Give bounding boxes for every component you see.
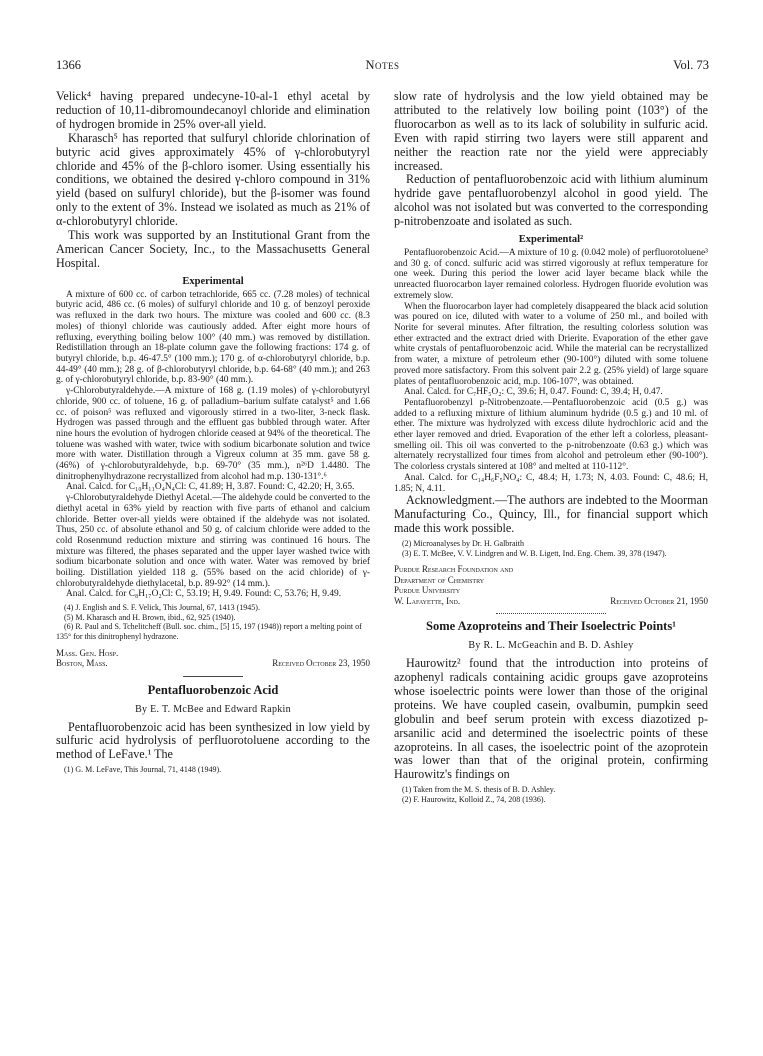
section-heading: Experimental²: [518, 234, 584, 246]
experimental-paragraph: Pentafluorobenzyl p-Nitrobenzoate.—Pentafluorobenzoic acid (0.5 g.) was added to a refluxing mixture of lithium aluminum hydride (0.5 g.) and 10 ml. of ether. The mixture was hydrolyzed with excess dilute hydrochloric acid and the ether layer removed and dried. Evaporation of the ether left a colorless, pleasant-smelling oil. This oil was converted to the p-nitrobenzoate (0.63 g.) which was alternately recrystallized four times from alcohol and petroleum ether (90-100°). The colorless crystals sintered at 108° and melted at 110-112°.: [394, 397, 708, 473]
affiliation-city: W. Lafayette, Ind.: [394, 595, 461, 606]
divider: [496, 613, 606, 614]
author-byline: By E. T. McBee and Edward Rapkin: [135, 703, 291, 715]
footnote: (6) R. Paul and S. Tchelitcheff (Bull. soc. chim., [5] 15, 197 (1948)) report a melting point of 135° for this dinitrophenyl hydrazone.: [56, 622, 362, 641]
footnote: (2) F. Haurowitz, Kolloid Z., 74, 208 (1936).: [402, 794, 546, 804]
analysis-line: Anal. Calcd. for C₈H₁₇O₂Cl: C, 53.19; H, 9.49. Found: C, 53.76; H, 9.49.: [66, 589, 342, 600]
acknowledgment: Acknowledgment.—The authors are indebted to the Moorman Manufacturing Co., Quincy, Ill., for financial support which made this work possible.: [394, 493, 708, 536]
paragraph: Pentafluorobenzoic acid has been synthesized in low yield by sulfuric acid hydrolysis of perfluorotoluene according to the method of LeFave.¹ The: [56, 719, 370, 762]
paragraph: slow rate of hydrolysis and the low yield obtained may be attributed to the relatively low boiling point (103°) of the fluorocarbon as well as to its lack of solubility in sulfuric acid. Even with rapid stirring two layers were still apparent and neither the reaction rate nor the yield were appreciably increased.: [394, 90, 708, 173]
running-header: [56, 58, 709, 74]
paragraph: Kharasch⁵ has reported that sulfuryl chloride chlorination of butyric acid gives approximately 45% of γ-chlorobutyryl chloride and 45% of the β-chloro isomer. Using essentially his conditions, we obtained the desired γ-chloro compound in 31% yield (based on sulfuryl chloride), but the β-isomer was found only to the extent of 3%. Instead we isolated as much as 21% of α-chlorobutyryl chloride.: [56, 130, 370, 229]
experimental-paragraph: γ-Chlorobutyraldehyde.—A mixture of 168 g. (1.19 moles) of γ-chlorobutyryl chloride, 900 cc. of toluene, 16 g. of palladium–barium sulfate catalyst⁵ and 1.66 cc. of poison⁵ was refluxed and vigorously stirred in a two-liter, 3-neck flask. Hydrogen was passed through and the effluent gas bubbled through water. After nine hours the evolution of hydrogen chloride ceased at 94% of the theoretical. The toluene was washed with water, twice with sodium bicarbonate solution and twice more with water. Distillation through a Vigreux column at 35 mm. gave 58 g. (46%) of γ-chlorobutyraldehyde, b.p. 69-70° (35 mm.), n²⁶D 1.4480. The dinitrophenylhydrazone recrystallized from alcohol had m.p. 130-131°.⁶: [56, 386, 370, 482]
volume-label: Vol. 73: [673, 58, 709, 72]
analysis-line: Anal. Calcd. for C₁₄H₆F₅NO₄: C, 48.4; H, 1.73; N, 4.03. Found: C, 48.6; H, 1.85; N, 4.11.: [394, 472, 708, 494]
paragraph: This work was supported by an Institutional Grant from the American Cancer Society, Inc., to the Massachusetts General Hospital.: [56, 228, 370, 270]
affiliation: Department of Chemistry: [394, 574, 485, 585]
footnote: (4) J. English and S. F. Velick, This Journal, 67, 1413 (1945).: [64, 603, 260, 613]
footnote: (3) E. T. McBee, V. V. Lindgren and W. B. Ligett, Ind. Eng. Chem. 39, 378 (1947).: [402, 548, 667, 558]
address-row: [394, 596, 708, 607]
paragraph: Velick⁴ having prepared undecyne-10-al-1 ethyl acetal by reduction of 10,11-dibromoundecanoyl chloride and elimination of hydrogen bromide in 25% over-all yield.: [56, 90, 370, 131]
affiliation-city: Boston, Mass.: [56, 658, 108, 669]
experimental-paragraph: Pentafluorobenzoic Acid.—A mixture of 10 g. (0.042 mole) of perfluorotoluene³ and 30 g. of concd. sulfuric acid was stirred vigorously at reflux temperature for one week. During this period the lower acid layer became black while the unreacted fluorocarbon layer remained colorless. Hydrogen fluoride evolution was extremely slow.: [394, 248, 708, 301]
footnote: (2) Microanalyses by Dr. H. Galbraith: [402, 538, 524, 548]
page-number: 1366: [56, 58, 81, 72]
section-title: Notes: [365, 58, 400, 72]
received-date: Received October 23, 1950: [272, 658, 370, 669]
footnote: (5) M. Kharasch and H. Brown, ibid., 62, 925 (1940).: [64, 612, 236, 622]
footnote: (1) G. M. LeFave, This Journal, 71, 4148 (1949).: [64, 765, 222, 775]
analysis-line: Anal. Calcd. for C₇HF₅O₂: C, 39.6; H, 0.47. Found: C, 39.4; H, 0.47.: [404, 387, 663, 398]
affiliation: Purdue Research Foundation and: [394, 564, 514, 575]
experimental-paragraph: When the fluorocarbon layer had completely disappeared the black acid solution was poured on ice, diluted with water to a volume of 250 ml., and boiled with Norite for several minutes. After filtration, the resulting colorless solution was ether extracted and the extract dried with Drierite. Evaporation of the ether gave white crystals of pentafluorobenzoic acid. While the material can be recrystallized from water, a mixture of petroleum ether (90-100°) diluted with some toluene proved more satisfactory. From this solvent pair 2.2 g. (25% yield) of large square plates of pentafluorobenzoic acid, m.p. 106-107°, was obtained.: [394, 301, 708, 387]
paragraph: Reduction of pentafluorobenzoic acid with lithium aluminum hydride gave pentafluorobenzyl alcohol in good yield. The alcohol was not isolated but was converted to the corresponding p-nitrobenzoate and isolated as such.: [394, 172, 708, 229]
left-column: [56, 90, 370, 1020]
received-date: Received October 21, 1950: [610, 595, 708, 606]
paragraph: Haurowitz² found that the introduction into proteins of azophenyl radicals containing acidic groups gave azoproteins whose isoelectric points were lower than those of the original proteins. We have coupled casein, ovalbumin, pumpkin seed globulin and beef serum protein with excess diazotized p-arsanilic acid and determined the isoelectric points of these azoproteins. In all cases, the isoelectric point of the azoprotein was lower than that of the original protein, confirming Haurowitz's findings on: [394, 656, 708, 782]
section-heading: Experimental: [182, 275, 244, 287]
author-byline: By R. L. McGeachin and B. D. Ashley: [468, 640, 634, 652]
divider: [183, 676, 243, 677]
experimental-paragraph: A mixture of 600 cc. of carbon tetrachloride, 665 cc. (7.28 moles) of technical butyric acid, 486 cc. (6 moles) of sulfuryl chloride and 10 g. of benzoyl peroxide was refluxed in the dark two hours. The mixture was cooled and 600 cc. (8.3 moles) of thionyl chloride was cautiously added. After eight more hours of refluxing, everything boiling below 100° (40 mm.) was removed by distillation. Redistillation through an 18-plate column gave the following fractions: 174 g. of butyryl chloride, b.p. 46-47.5° (100 mm.); 170 g. of α-chlorobutyryl chloride, b.p. 44-49° (40 mm.); 28 g. of β-chlorobutyryl chloride, b.p. 64-68° (40 mm.); and 263 g. of γ-chlorobutyryl chloride, b.p. 83-90° (40 mm.).: [56, 289, 370, 386]
article-title: Some Azoproteins and Their Isoelectric Points¹: [426, 619, 676, 634]
experimental-paragraph: γ-Chlorobutyraldehyde Diethyl Acetal.—The aldehyde could be converted to the diethyl acetal in 63% yield by reaction with five parts of ethanol and calcium chloride. Better over-all yields were obtained if the aldehyde was not isolated. Thus, 250 cc. of absolute ethanol and 50 g. of calcium chloride were added to the cold Rosenmund reduction mixture and stirring was continued 16 hours. The mixture was filtered, the phases separated and the upper layer washed twice with sodium bicarbonate solution and once with water. Water was removed by brief boiling. Distillation yielded 118 g. (55% based on the acid chloride) of γ-chlorobutyraldehyde diethylacetal, b.p. 89-92° (14 mm.).: [56, 493, 370, 589]
address-row: [56, 658, 370, 669]
analysis-line: Anal. Calcd. for C₁₀H₁₁O₄N₄Cl: C, 41.89; H, 3.87. Found: C, 42.20; H, 3.65.: [66, 482, 355, 493]
affiliation: Mass. Gen. Hosp.: [56, 647, 119, 658]
footnote: (1) Taken from the M. S. thesis of B. D. Ashley.: [402, 785, 556, 795]
right-column: [394, 90, 708, 1020]
article-title: Pentafluorobenzoic Acid: [147, 682, 279, 697]
affiliation: Purdue University: [394, 585, 461, 596]
